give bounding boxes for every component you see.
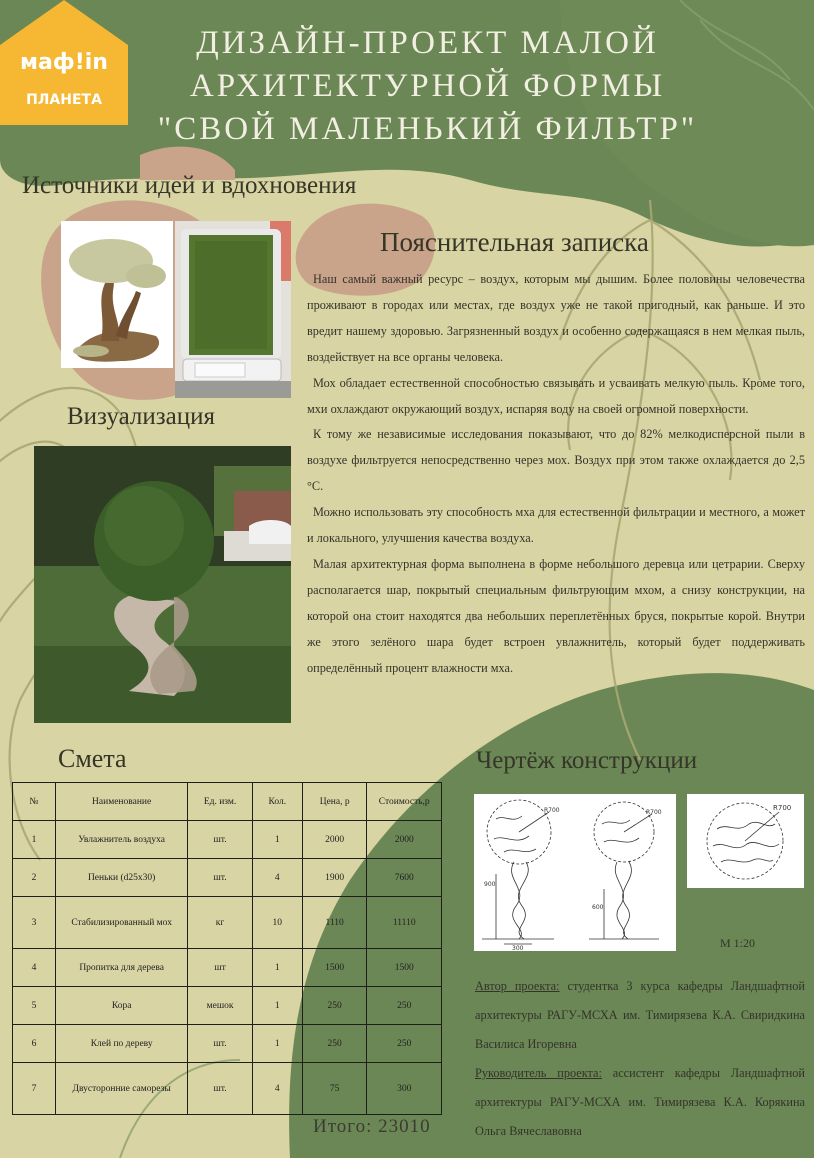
estimate-total: Итого: 23010	[313, 1116, 431, 1137]
table-cell: Двусторонние саморезы	[55, 1063, 188, 1115]
table-row	[13, 821, 442, 859]
author-label: Автор проекта:	[475, 979, 560, 993]
table-cell: 250	[367, 987, 442, 1025]
note-text	[307, 267, 805, 682]
table-cell: 250	[367, 1025, 442, 1063]
table-cell: Клей по дереву	[55, 1025, 188, 1063]
supervisor-text: ассистент кафедры Ландшафтной архитектуры РАГУ-МСХА им. Тимирязева К.А. Корякина Ольга Вячеславовна	[475, 1066, 805, 1138]
table-cell: 5	[13, 987, 56, 1025]
table-cell: кг	[188, 897, 252, 949]
title-line-3: "СВОЙ МАЛЕНЬКИЙ ФИЛЬТР"	[157, 111, 698, 147]
dimension-label: R700	[646, 809, 662, 816]
table-row	[13, 897, 442, 949]
table-cell: 7	[13, 1063, 56, 1115]
table-cell: 11110	[367, 897, 442, 949]
table-header: №	[13, 783, 56, 821]
dimension-label: 900	[484, 881, 496, 888]
estimate-table	[12, 782, 442, 1115]
table-cell: Кора	[55, 987, 188, 1025]
title-line-1: ДИЗАЙН-ПРОЕКТ МАЛОЙ	[196, 25, 659, 61]
note-paragraph: Мох обладает естественной способностью связывать и усваивать мелкую пыль. Кроме того, мхи охлаждают окружающий воздух, испаряя воду на своей огромной поверхности.	[307, 375, 805, 416]
table-cell: 2000	[367, 821, 442, 859]
table-header: Кол.	[252, 783, 302, 821]
table-header: Ед. изм.	[188, 783, 252, 821]
table-row	[13, 1025, 442, 1063]
table-cell: 1110	[302, 897, 367, 949]
heading-note: Пояснительная записка	[380, 227, 649, 257]
table-cell: 2	[13, 859, 56, 897]
heading-drawing: Чертёж конструкции	[476, 747, 698, 774]
table-row	[13, 987, 442, 1025]
inspiration-photo-moss-wall	[175, 221, 291, 398]
inspiration-photo-bonsai	[61, 221, 173, 368]
table-cell: 250	[302, 987, 367, 1025]
heading-estimate: Смета	[58, 744, 127, 773]
table-cell: Увлажнитель воздуха	[55, 821, 188, 859]
table-cell: 1900	[302, 859, 367, 897]
table-header: Наименование	[55, 783, 188, 821]
note-paragraph: Наш самый важный ресурс – воздух, которым мы дышим. Более половины человечества проживают в городах или местах, где воздух уже не такой пригодный, как раньше. И это вредит нашему здоровью. Загрязненный воздух и особенно содержащаяся в нем мелкая пыль, воздействует на все органы человека.	[307, 272, 805, 364]
table-row	[13, 859, 442, 897]
credits	[475, 972, 805, 1146]
table-cell: 1	[252, 987, 302, 1025]
heading-visualization: Визуализация	[67, 403, 215, 430]
table-row	[13, 1063, 442, 1115]
table-header: Стоимость,р	[367, 783, 442, 821]
drawing-front-view	[474, 794, 676, 951]
table-cell: 3	[13, 897, 56, 949]
table-cell: Пропитка для дерева	[55, 949, 188, 987]
author-credit	[475, 972, 805, 1059]
table-cell: 2000	[302, 821, 367, 859]
table-cell: 1	[252, 821, 302, 859]
table-header: Цена, р	[302, 783, 367, 821]
table-cell: 1500	[367, 949, 442, 987]
table-cell: шт.	[188, 859, 252, 897]
dimension-label: 600	[592, 904, 604, 911]
supervisor-label: Руководитель проекта:	[475, 1066, 602, 1080]
heading-sources: Источники идей и вдохновения	[22, 172, 357, 199]
drawing-svg-top	[687, 794, 804, 888]
note-paragraph: Можно использовать эту способность мха для естественной фильтрации и местного, а может и локального, улучшения качества воздуха.	[307, 505, 805, 546]
table-cell: шт.	[188, 1063, 252, 1115]
table-cell: мешок	[188, 987, 252, 1025]
table-cell: 4	[252, 859, 302, 897]
table-cell: 1	[13, 821, 56, 859]
supervisor-credit	[475, 1059, 805, 1146]
table-cell: 7600	[367, 859, 442, 897]
table-cell: 75	[302, 1063, 367, 1115]
table-cell: Стабилизированный мох	[55, 897, 188, 949]
table-cell: 1500	[302, 949, 367, 987]
title-line-2: АРХИТЕКТУРНОЙ ФОРМЫ	[189, 68, 666, 104]
note-paragraph: К тому же независимые исследования показывают, что до 82% мелкодисперсной пыли в воздухе фильтруется непосредственно через мох. Воздух при этом также охлаждается до 2,5 °С.	[307, 427, 805, 494]
note-paragraph: Малая архитектурная форма выполнена в форме небольшого деревца или цетрарии. Сверху располагается шар, покрытый специальным фильтрующим мхом, а снизу конструкции, на которой она стоит находятся два небольших переплетённых бруся, покрытые корой. Внутри же этого зелёного шара будет встроен увлажнитель, который будет поддерживать определённый процент влажности мха.	[307, 556, 805, 675]
drawing-svg-front	[474, 794, 676, 951]
table-row	[13, 949, 442, 987]
logo-text: маф!in	[20, 50, 108, 75]
author-text: студентка 3 курса кафедры Ландшафтной архитектуры РАГУ-МСХА им. Тимирязева К.А. Свиридкина Василиса Игоревна	[475, 979, 805, 1051]
table-cell: 10	[252, 897, 302, 949]
table-header-row	[13, 783, 442, 821]
drawing-top-view	[687, 794, 804, 888]
dimension-label: R700	[773, 804, 792, 812]
table-cell: 1	[252, 949, 302, 987]
logo	[0, 0, 128, 125]
table-cell: 300	[367, 1063, 442, 1115]
moss-wall-illustration	[175, 221, 291, 398]
logo-subtext: ПЛАНЕТА	[26, 92, 102, 108]
table-cell: 4	[252, 1063, 302, 1115]
drawing-scale: М 1:20	[720, 936, 756, 950]
table-cell: 4	[13, 949, 56, 987]
bonsai-illustration	[61, 221, 173, 368]
table-cell: 250	[302, 1025, 367, 1063]
table-cell: шт.	[188, 821, 252, 859]
table-cell: 1	[252, 1025, 302, 1063]
table-cell: шт.	[188, 1025, 252, 1063]
dimension-label: R700	[544, 807, 560, 814]
dimension-label: 300	[512, 945, 524, 951]
table-cell: 6	[13, 1025, 56, 1063]
table-cell: шт	[188, 949, 252, 987]
table-cell: Пеньки (d25x30)	[55, 859, 188, 897]
visualization-photo	[34, 446, 291, 723]
topiary-illustration	[34, 446, 291, 723]
page-title	[140, 22, 715, 151]
